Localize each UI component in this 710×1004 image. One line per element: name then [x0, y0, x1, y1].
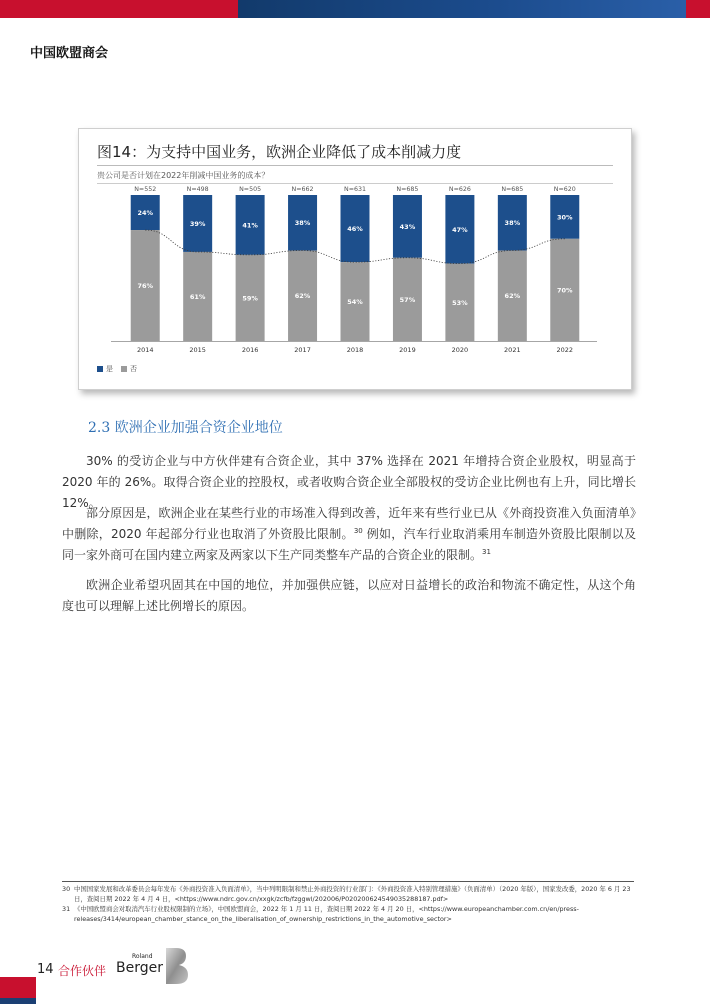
footer-navy-strip [0, 998, 36, 1004]
sample-size-label: N=626 [448, 186, 471, 193]
paragraph-2 [62, 503, 636, 566]
x-tick-label: 2021 [504, 346, 521, 354]
footnote-31 [62, 904, 636, 924]
sample-size-label: N=631 [343, 186, 367, 193]
x-tick-label: 2019 [399, 346, 416, 354]
sample-size-label: N=552 [134, 186, 157, 193]
data-label-yes: 47% [452, 225, 468, 234]
footnote-text: 《中国欧盟商会对取消汽车行业股权限制的立场》，中国欧盟商会，2022 年 1 月 11 日，查阅日期 2022 年 4 月 20 日，<https://www.europeanchamber.com.cn/en/press-releases/3414/european_chamber_stance_on_the_liberalisation_of_ownership_restrictions_in_the_automotive_sector> [74, 905, 579, 923]
data-label-no: 62% [504, 292, 521, 301]
paragraph-2-part-a: 部分原因是，欧洲企业在某些行业的市场准入得到改善，近年来有些行业已从《外商投资准入负面清单》中删除，2020 年起部分行业也取消了外资股比限制。 [62, 506, 636, 541]
footnote-ref-31: 31 [482, 548, 491, 556]
sample-size-label: N=685 [396, 186, 419, 193]
x-tick-label: 2020 [451, 346, 469, 354]
data-label-yes: 24% [137, 209, 154, 218]
sample-size-label: N=662 [291, 186, 314, 193]
data-label-yes: 46% [347, 225, 363, 234]
legend-label-yes: 是 [106, 365, 113, 373]
top-banner-red [0, 0, 238, 18]
footnote-rule [62, 881, 634, 882]
sample-size-label: N=685 [501, 186, 524, 193]
data-label-no: 76% [137, 282, 154, 291]
data-label-no: 61% [189, 292, 206, 301]
logo-roland-text: Roland [132, 953, 153, 960]
legend-label-no: 否 [130, 365, 137, 373]
page-number: 14 [37, 962, 54, 977]
top-banner [0, 0, 710, 18]
data-label-yes: 43% [399, 222, 416, 231]
org-name: 中国欧盟商会 [30, 46, 109, 61]
footnote-text: 中国国家发展和改革委员会每年发布《外商投资准入负面清单》，当中列明限制和禁止外商投资的行业部门：《外商投资准入特别管理措施》（负面清单）（2020 年版），国家发改委，2020 年 6 月 23 日，查阅日期 2022 年 4 月 4 日，<https://www.ndrc.gov.cn/xxgk/zcfb/fzggwl/202006/P020200624549035288187.pdf> [74, 885, 631, 903]
legend-item-no [121, 364, 137, 374]
chart-legend [97, 364, 137, 374]
paragraph-1: 30% 的受访企业与中方伙伴建有合资企业，其中 37% 选择在 2021 年增持合资企业股权，明显高于 2020 年的 26%。取得合资企业的控股权，或者收购合资企业全部股权的受访企业比例也有上升，同比增长 12%。 [62, 454, 636, 510]
legend-swatch-no [121, 366, 127, 372]
x-tick-label: 2016 [241, 346, 259, 354]
logo-berger-text: Berger [116, 960, 163, 976]
x-tick-label: 2022 [556, 346, 574, 354]
data-label-yes: 41% [242, 221, 258, 230]
footnote-30 [62, 884, 636, 904]
partner-label: 合作伙伴 [58, 964, 107, 978]
data-label-no: 57% [399, 295, 416, 304]
top-banner-blue [238, 0, 686, 18]
data-label-yes: 39% [189, 219, 206, 228]
sample-size-label: N=505 [239, 186, 262, 193]
data-label-yes: 38% [294, 219, 311, 228]
legend-item-yes [97, 364, 113, 374]
stacked-bar-chart [79, 129, 631, 389]
x-tick-label: 2018 [346, 346, 364, 354]
x-tick-label: 2017 [294, 346, 311, 354]
section-heading: 2.3 欧洲企业加强合资企业地位 [88, 420, 283, 436]
footnote-ref-30: 30 [353, 527, 363, 535]
roland-berger-logo-icon [164, 946, 190, 986]
footnote-number: 30 [62, 885, 71, 893]
legend-swatch-yes [97, 366, 103, 372]
data-label-no: 70% [556, 286, 573, 295]
footnotes [62, 884, 636, 924]
data-label-yes: 38% [504, 219, 521, 228]
sample-size-label: N=620 [553, 186, 576, 193]
top-banner-tip [686, 0, 710, 18]
x-tick-label: 2014 [136, 346, 154, 354]
x-tick-label: 2015 [189, 346, 206, 354]
footnote-number: 31 [62, 905, 71, 913]
figure-title: 图14：为支持中国业务，欧洲企业降低了成本削减力度 [97, 143, 462, 161]
paragraph-3: 欧洲企业希望巩固其在中国的地位，并加强供应链，以应对日益增长的政治和物流不确定性，从这个角度也可以理解上述比例增长的原因。 [62, 578, 636, 613]
data-label-no: 59% [242, 294, 258, 303]
data-label-no: 53% [452, 298, 468, 307]
sample-size-label: N=498 [186, 186, 209, 193]
data-label-no: 54% [347, 298, 363, 307]
data-label-yes: 30% [556, 213, 573, 222]
figure-box [78, 128, 632, 390]
data-label-no: 62% [294, 292, 311, 301]
paragraph-2-part-b: 例如，汽车行业取消乘用车制造外资股比限制以及同一家外商可在国内建立两家及两家以下生产同类整车产品的合资企业的限制。 [62, 527, 636, 562]
figure-subtitle: 贵公司是否计划在2022年削减中国业务的成本？ [97, 171, 270, 180]
